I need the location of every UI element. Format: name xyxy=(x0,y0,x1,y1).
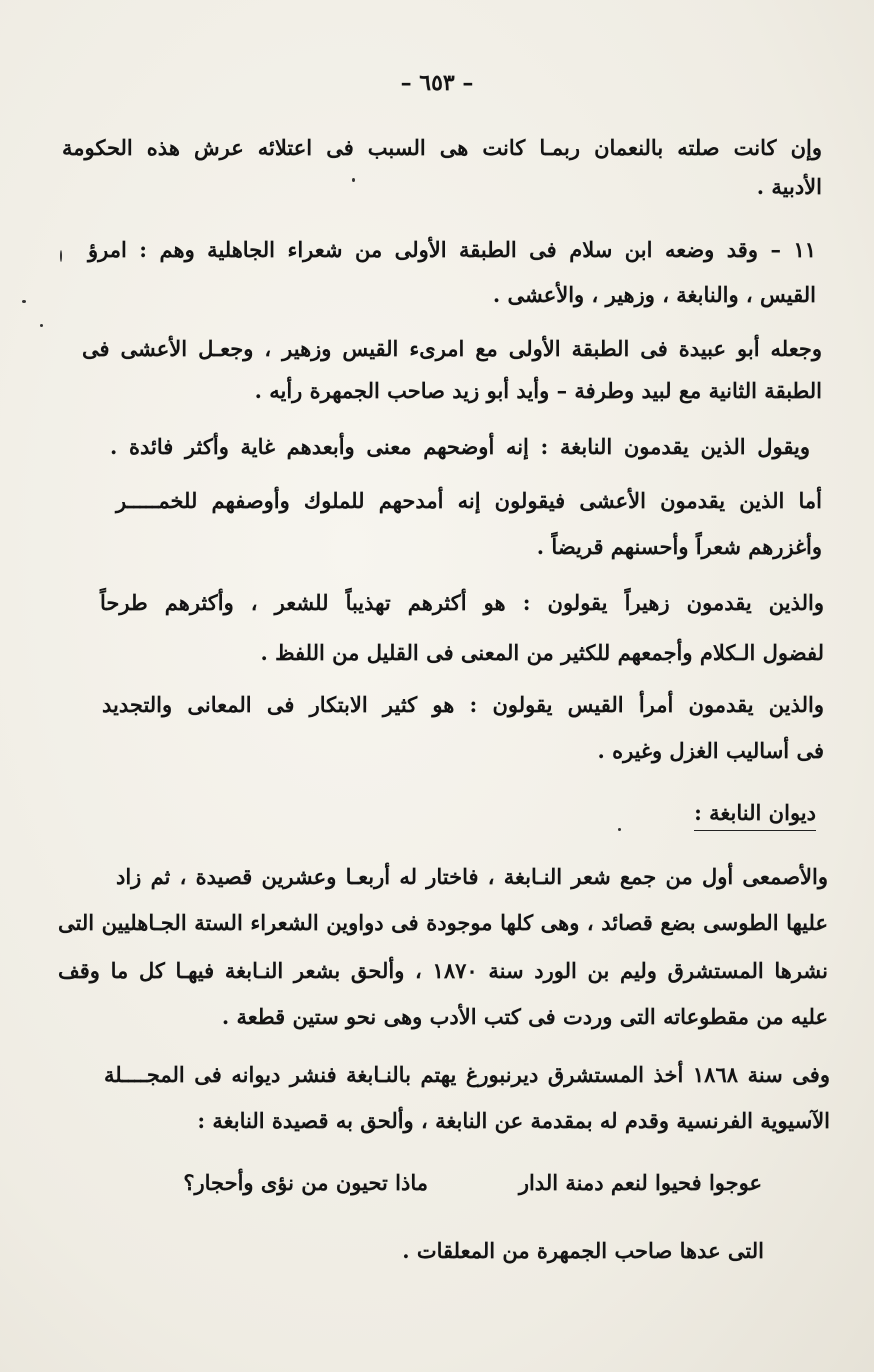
paragraph-7-line-1: والذين يقدمون أمرأ القيس يقولون : هو كثير الابتكار فى المعانى والتجديد xyxy=(102,692,824,717)
section-paragraph-1-line-4: عليه من مقطوعاته التى وردت فى كتب الأدب وهى نحو ستين قطعة . xyxy=(221,1004,828,1029)
section-paragraph-2-line-2: الآسيوية الفرنسية وقدم له بمقدمة عن النابغة ، وألحق به قصيدة النابغة : xyxy=(197,1108,830,1133)
page-number: – ٦٥٣ – xyxy=(400,70,474,96)
section-paragraph-2-line-1: وفى سنة ١٨٦٨ أخذ المستشرق ديرنبورغ يهتم بالنـابغة فنشر ديوانه فى المجــــلة xyxy=(104,1062,830,1087)
paragraph-3-line-2: الطبقة الثانية مع لبيد وطرفة – وأيد أبو زيد صاحب الجمهرة رأيه . xyxy=(254,378,822,403)
section-paragraph-1-line-3: نشرها المستشرق وليم بن الورد سنة ١٨٧٠ ، وألحق بشعر النـابغة فيهـا كل ما وقف xyxy=(58,958,829,983)
section-paragraph-1-line-1: والأصمعى أول من جمع شعر النـابغة ، فاختار له أربعـا وعشرين قصيدة ، ثم زاد xyxy=(116,864,828,889)
paragraph-2-line-2: القيس ، والنابغة ، وزهير ، والأعشى . xyxy=(492,282,816,307)
paragraph-1-line-1: وإن كانت صلته بالنعمان ربمـا كانت هى السبب فى اعتلائه عرش هذه الحكومة xyxy=(62,135,822,160)
paragraph-5-line-2: وأغزرهم شعراً وأحسنهم قريضاً . xyxy=(536,534,822,559)
paragraph-1-line-2: الأدبية . xyxy=(756,174,822,199)
paragraph-6-line-2: لفضول الـكلام وأجمعهم للكثير من المعنى فى القليل من اللفظ . xyxy=(260,640,824,665)
section-heading: ديوان النابغة : xyxy=(694,798,816,831)
verse-second-hemistich: ماذا تحيون من نؤى وأحجار؟ xyxy=(183,1170,428,1195)
paragraph-5-line-1: أما الذين يقدمون الأعشى فيقولون إنه أمدحهم للملوك وأوصفهم للخمـــــر xyxy=(116,488,822,513)
paragraph-6-line-1: والذين يقدمون زهيراً يقولون : هو أكثرهم تهذيباً للشعر ، وأكثرهم طرحاً xyxy=(100,590,824,615)
section-paragraph-1-line-2: عليها الطوسى بضع قصائد ، وهى كلها موجودة فى دواوين الشعراء الستة الجـاهليين التى xyxy=(58,910,828,935)
closing-line: التى عدها صاحب الجمهرة من المعلقات . xyxy=(402,1238,764,1263)
verse-first-hemistich: عوجوا فحيوا لنعم دمنة الدار xyxy=(518,1170,762,1195)
paragraph-4-line-1: ويقول الذين يقدمون النابغة : إنه أوضحهم معنى وأبعدهم غاية وأكثر فائدة . xyxy=(110,434,810,459)
paragraph-7-line-2: فى أساليب الغزل وغيره . xyxy=(597,738,824,763)
paragraph-3-line-1: وجعله أبو عبيدة فى الطبقة الأولى مع امرىء القيس وزهير ، وجعـل الأعشى فى xyxy=(82,336,822,361)
paragraph-2-line-1: ١١ – وقد وضعه ابن سلام فى الطبقة الأولى من شعراء الجاهلية وهم : امرؤ xyxy=(88,237,816,262)
